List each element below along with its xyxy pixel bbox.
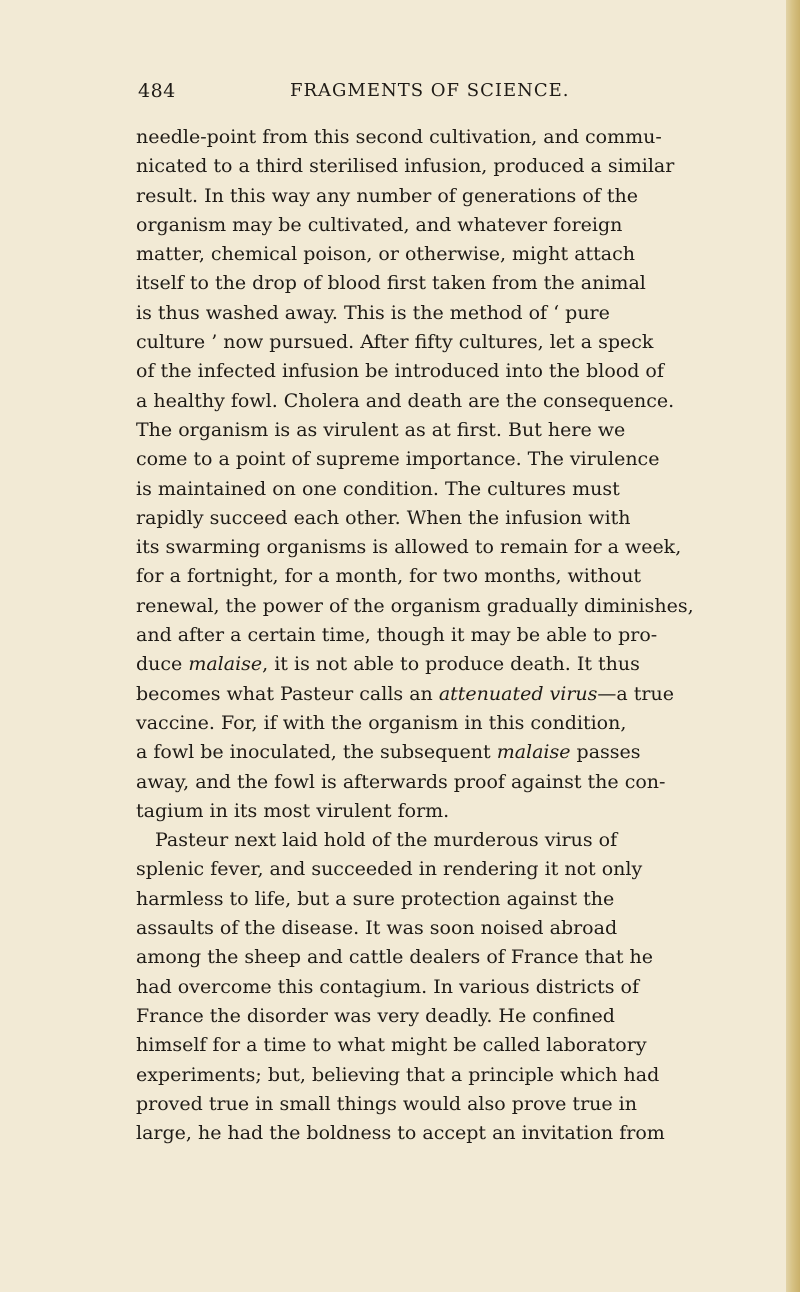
text-line [136,211,706,240]
text-line [136,885,706,914]
text-segment: —a true [597,682,674,705]
text-segment: becomes what Pasteur calls an [136,682,439,705]
text-segment: splenic fever, and succeeded in rendering it not only [136,858,643,881]
text-segment: itself to the drop of blood first taken from the animal [136,272,646,295]
page-header [138,80,698,114]
text-segment: proved true in small things would also prove true in [136,1092,637,1115]
text-line [136,387,706,416]
text-segment: had overcome this contagium. In various districts of [136,975,640,998]
text-segment: experiments; but, believing that a principle which had [136,1063,660,1086]
text-segment: and after a certain time, though it may be able to pro- [136,624,658,647]
text-line [136,445,706,474]
text-segment: for a fortnight, for a month, for two months, without [136,565,642,588]
text-line [136,357,706,386]
text-line [136,943,706,972]
text-line [136,855,706,884]
page-edge [786,0,800,1292]
text-line [136,416,706,445]
text-line [136,475,706,504]
text-segment: come to a point of supreme importance. The virulence [136,448,660,471]
text-line [136,650,706,679]
text-line [136,973,706,1002]
body-text [136,123,706,1148]
text-segment: organism may be cultivated, and whatever foreign [136,213,623,236]
text-segment: vaccine. For, if with the organism in this condition, [136,711,627,734]
text-line [136,562,706,591]
text-line [136,738,706,767]
text-segment: is thus washed away. This is the method of ‘ pure [136,301,610,324]
text-line [136,533,706,562]
text-segment: is maintained on one condition. The cultures must [136,477,620,500]
text-line [136,709,706,738]
text-segment: large, he had the boldness to accept an invitation from [136,1122,665,1145]
text-line [136,1090,706,1119]
text-line [136,797,706,826]
text-segment: France the disorder was very deadly. He confined [136,1004,615,1027]
text-segment: needle-point from this second cultivation, and commu- [136,126,662,148]
text-line [136,328,706,357]
text-segment: a healthy fowl. Cholera and death are the consequence. [136,389,675,412]
text-line [136,592,706,621]
text-segment: himself for a time to what might be called laboratory [136,1034,647,1057]
text-line [136,1061,706,1090]
text-segment: tagium in its most virulent form. [136,799,450,822]
text-segment: , it is not able to produce death. It thus [262,653,640,676]
text-segment: away, and the fowl is afterwards proof against the con- [136,770,666,793]
text-segment: rapidly succeed each other. When the infusion with [136,506,631,529]
text-segment: The organism is as virulent as at first. But here we [136,418,626,441]
text-line [136,680,706,709]
text-line [136,1031,706,1060]
running-head: FRAGMENTS OF SCIENCE. [290,80,570,101]
italic-text: malaise [188,653,263,676]
text-line [136,621,706,650]
text-segment: nicated to a third sterilised infusion, produced a similar [136,155,675,178]
text-line [136,914,706,943]
text-line [136,299,706,328]
text-line [136,240,706,269]
text-segment: culture ’ now pursued. After fifty cultures, let a speck [136,331,654,354]
text-segment: passes [570,741,641,764]
text-segment: a fowl be inoculated, the subsequent [136,741,497,764]
text-line [136,269,706,298]
text-line [136,504,706,533]
text-segment: of the infected infusion be introduced into the blood of [136,360,664,383]
text-segment: result. In this way any number of generations of the [136,184,638,207]
text-line [136,123,706,152]
text-segment: among the sheep and cattle dealers of France that he [136,946,653,969]
text-line [136,152,706,181]
italic-text: malaise [496,741,571,764]
text-segment: its swarming organisms is allowed to remain for a week, [136,536,682,559]
text-segment: duce [136,653,189,676]
text-segment: renewal, the power of the organism gradually diminishes, [136,594,694,617]
italic-text: attenuated virus [438,682,598,705]
text-line [136,1119,706,1148]
text-segment: Pasteur next laid hold of the murderous virus of [136,829,618,852]
text-segment: matter, chemical poison, or otherwise, might attach [136,243,636,266]
text-line [136,768,706,797]
text-segment: harmless to life, but a sure protection against the [136,887,615,910]
page-number: 484 [138,80,176,102]
text-line [136,826,706,855]
text-segment: assaults of the disease. It was soon noised abroad [136,917,618,940]
text-line [136,1002,706,1031]
text-line [136,182,706,211]
